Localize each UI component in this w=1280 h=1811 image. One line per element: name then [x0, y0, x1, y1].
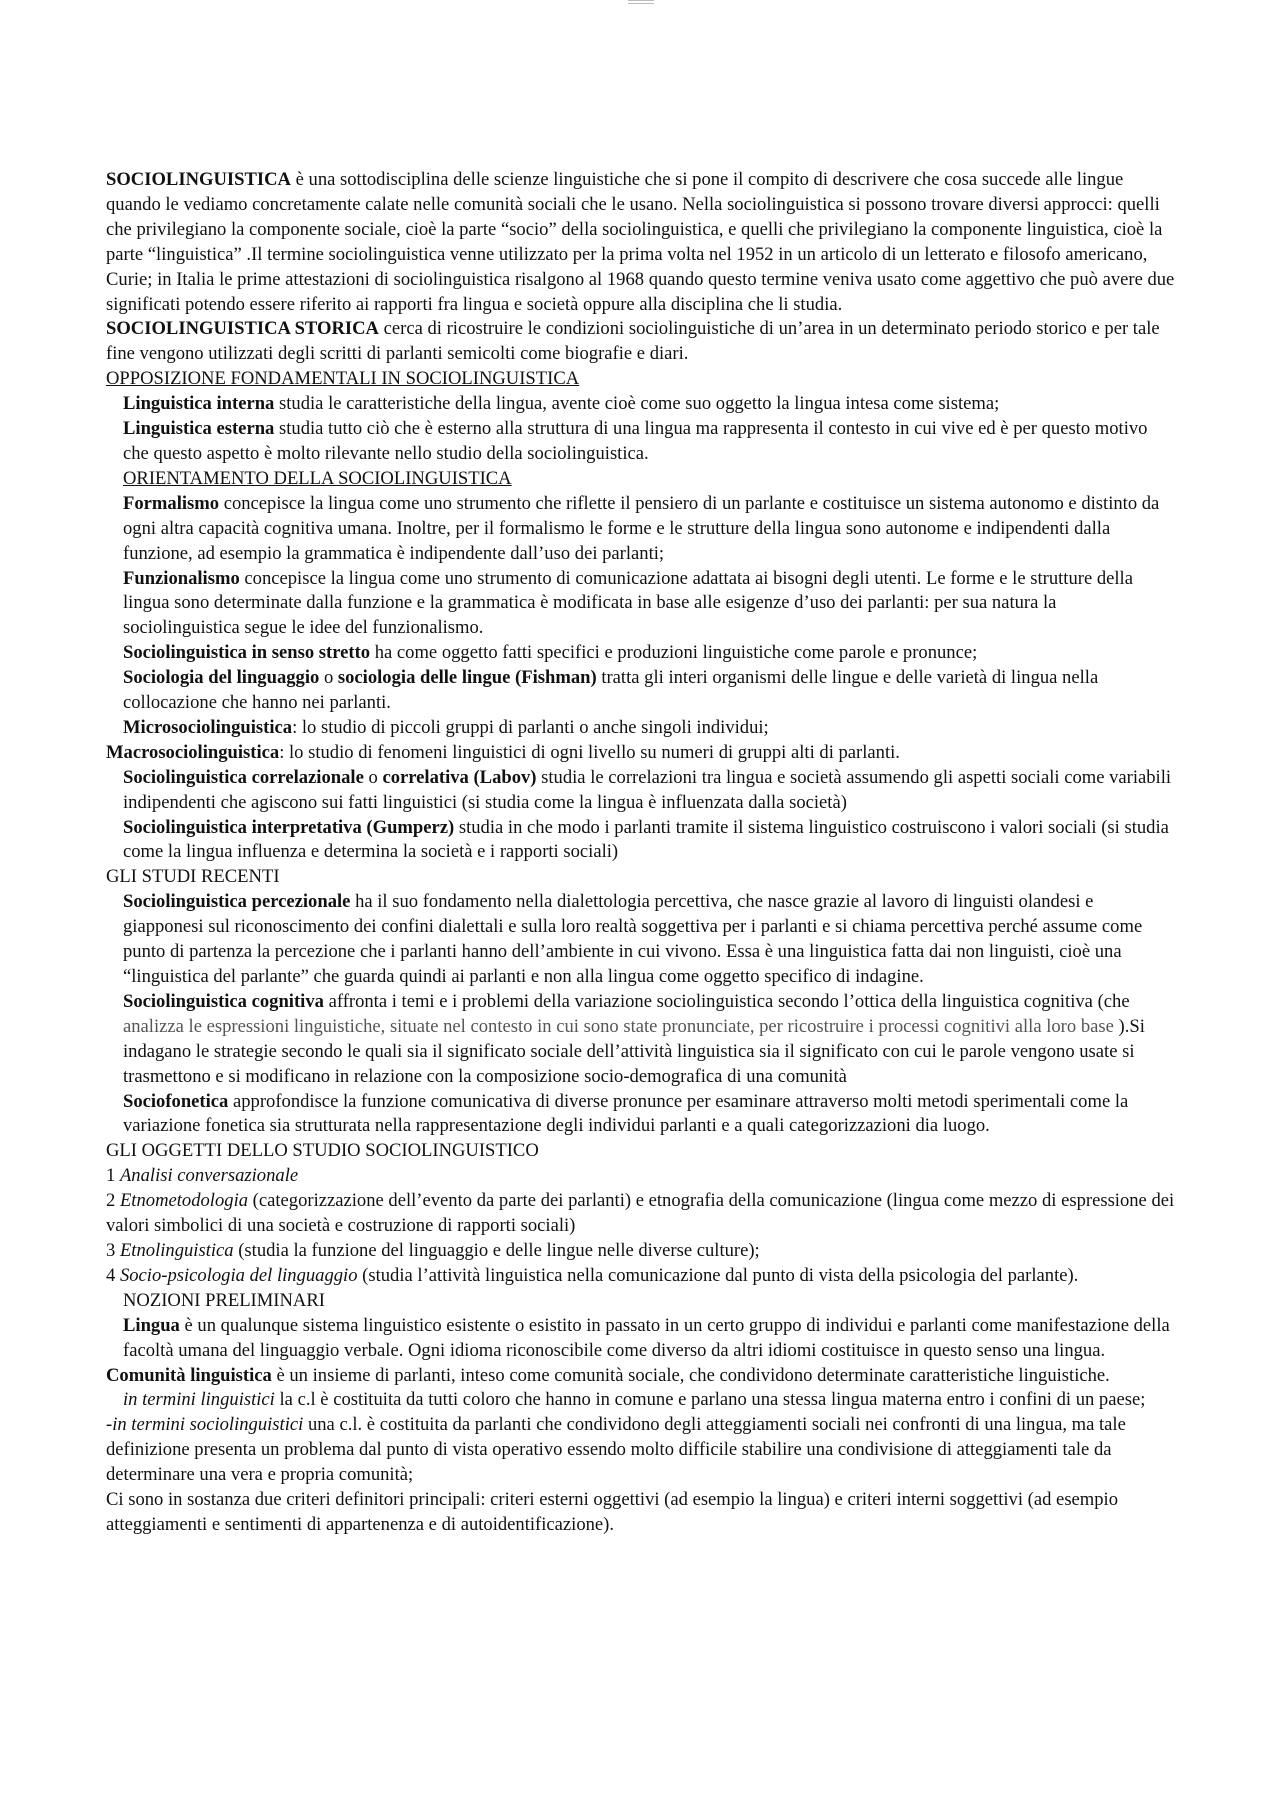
quoted-definition: analizza le espressioni linguistiche, situate nel contesto in cui sono state pronunciate, per ricostruire i processi cognitivi alla loro base [123, 1015, 1114, 1037]
paragraph-linguistica-esterna: Linguistica esterna studia tutto ciò che è esterno alla struttura di una lingua ma rappresenta il contesto in cui vive ed è per questo motivo che questo aspetto è molto rilevante nello studio della sociolinguistica. [123, 418, 1148, 464]
paragraph-sociologia-linguaggio: Sociologia del linguaggio o sociologia delle lingue (Fishman) tratta gli interi organismi delle lingue e delle varietà di lingua nella collocazione che hanno nei parlanti. [123, 667, 1099, 714]
term: Linguistica interna [123, 393, 275, 415]
term: Comunità linguistica [106, 1364, 272, 1386]
paragraph-criteri: Ci sono in sostanza due criteri definitori principali: criteri esterni oggettivi (ad esempio la lingua) e criteri interni soggettivi (ad esempio atteggiamenti e sentimenti di appartenenza e di autoidentificazione). [106, 1489, 1119, 1535]
term: SOCIOLINGUISTICA STORICA [106, 318, 379, 340]
paragraph-funzionalismo: Funzionalismo concepisce la lingua come uno strumento di comunicazione adattata ai bisogni degli utenti. Le forme e le strutture della lingua sono determinate dalla funzione e la grammatica è modificata in base alle esigenze d’uso dei parlanti: per sua natura la sociolinguistica segue le idee del funzionalismo. [123, 567, 1133, 639]
paragraph-lingua: Lingua è un qualunque sistema linguistico esistente o esistito in passato in un certo gruppo di individui e parlanti come manifestazione della facoltà umana del linguaggio verbale. Ogni idioma riconoscibile come diverso da altri idiomi costituisce in questo senso una lingua. [123, 1314, 1170, 1361]
paragraph-termini-sociolinguistici: -in termini sociolinguistici una c.l. è costituita da parlanti che condividono degli atteggiamenti sociali nei confronti di una lingua, ma tale definizione presenta un problema dal punto di vista operativo essendo molto difficile stabilire una condivisione di atteggiamenti tale da determinare una vera e propria comunità; [106, 1414, 1126, 1486]
section-heading-nozioni: NOZIONI PRELIMINARI [123, 1289, 325, 1311]
list-item-etnometodologia: 2 Etnometodologia (categorizzazione dell’evento da parte dei parlanti) e etnografia della comunicazione (lingua come mezzo di espressione dei valori simbolici di una società e costruzione di rapporti sociali) [106, 1190, 1175, 1237]
term: Microsociolinguistica [123, 716, 293, 738]
paragraph-senso-stretto: Sociolinguistica in senso stretto ha come oggetto fatti specifici e produzioni linguistiche come parole e pronunce; [123, 642, 978, 664]
term: sociologia delle lingue (Fishman) [337, 667, 597, 689]
list-item-socio-psicologia: 4 Socio-psicologia del linguaggio (studia l’attività linguistica nella comunicazione dal punto di vista della psicologia del parlante). [106, 1264, 1079, 1286]
term: Sociologia del linguaggio [123, 667, 320, 689]
term: Lingua [123, 1314, 180, 1336]
term: SOCIOLINGUISTICA [106, 169, 291, 190]
term: Sociolinguistica percezionale [123, 891, 351, 913]
paragraph-correlazionale: Sociolinguistica correlazionale o correlativa (Labov) studia le correlazioni tra lingua e società assumendo gli aspetti sociali come variabili indipendenti che agiscono sui fatti linguistici (si studia come la lingua è influenzata dalla società) [123, 766, 1172, 813]
paragraph-sociofonetica: Sociofonetica approfondisce la funzione comunicativa di diverse pronunce per esaminare attraverso molti metodi sperimentali come la variazione fonetica sia strutturata nella rappresentazione degli individui parlanti e a quali categorizzazioni dia luogo. [123, 1090, 1129, 1137]
term: Macrosociolinguistica [106, 741, 280, 763]
paragraph-cognitiva: Sociolinguistica cognitiva affronta i temi e i problemi della variazione sociolinguistica secondo l’ottica della linguistica cognitiva (che analizza le espressioni linguistiche, situate nel contesto in cui sono state pronunciate, per ricostruire i processi cognitivi alla loro base ).Si indagano le strategie secondo le quali sia il significato sociale dell’attività linguistica sia il significato con cui le parole vengono usate si trasmettono e si modificano in relazione con la composizione socio-demografica di una comunità [123, 990, 1145, 1087]
section-heading-opposizione: OPPOSIZIONE FONDAMENTALI IN SOCIOLINGUISTICA [106, 368, 580, 390]
section-heading-oggetti: GLI OGGETTI DELLO STUDIO SOCIOLINGUISTICO [106, 1140, 539, 1162]
term: Sociolinguistica cognitiva [123, 990, 324, 1012]
paragraph-formalismo: Formalismo concepisce la lingua come uno strumento che riflette il pensiero di un parlante e costituisce un sistema autonomo e distinto da ogni altra capacità cognitiva umana. Inoltre, per il formalismo le forme e le strutture della lingua sono autonome e indipendenti dalla funzione, ad esempio la grammatica è indipendente dall’uso dei parlanti; [123, 492, 1160, 564]
paragraph-percezionale: Sociolinguistica percezionale ha il suo fondamento nella dialettologia percettiva, che nasce grazie al lavoro di linguisti olandesi e giapponesi sul riconoscimento dei confini dialettali e sulla loro realtà soggettiva per i parlanti e si chiama percettiva perché assume come punto di partenza la percezione che i parlanti hanno dell’ambiente in cui vivono. Essa è una linguistica fatta dai non linguisti, cioè una “linguistica del parlante” che guarda quindi ai parlanti e non alla lingua come oggetto specifico di indagine. [123, 891, 1143, 987]
paragraph-sociolinguistica-storica: SOCIOLINGUISTICA STORICA cerca di ricostruire le condizioni sociolinguistiche di un’area in un determinato periodo storico e per tale fine vengono utilizzati degli scritti di parlanti semicolti come biografie e diari. [106, 318, 1160, 365]
paragraph-macrosociolinguistica: Macrosociolinguistica: lo studio di fenomeni linguistici di ogni livello su numeri di gruppi alti di parlanti. [106, 741, 900, 763]
section-heading-orientamento: ORIENTAMENTO DELLA SOCIOLINGUISTICA [123, 467, 512, 489]
term: Funzionalismo [123, 567, 240, 589]
paragraph-sociolinguistica: SOCIOLINGUISTICA è una sottodisciplina delle scienze linguistiche che si pone il compito di descrivere che cosa succede alle lingue quando le vediamo concretamente calate nelle comunità sociali che le usano. Nella sociolinguistica si possono trovare diversi approcci: quelli che privilegiano la componente sociale, cioè la parte “socio” della sociolinguistica, e quelli che privilegiano la componente linguistica, cioè la parte “linguistica” .Il termine sociolinguistica venne utilizzato per la prima volta nel 1952 in un articolo di un letterato e filosofo americano, Curie; in Italia le prime attestazioni di sociolinguistica risalgono al 1968 quando questo termine veniva usato come aggettivo che può avere due significati potendo essere riferito ai rapporti fra lingua e società oppure alla disciplina che li studia. [106, 169, 1175, 315]
page-header-mark [628, 0, 654, 4]
term: Sociolinguistica in senso stretto [123, 642, 371, 664]
term: Sociofonetica [123, 1090, 229, 1112]
term: Sociolinguistica correlazionale [123, 766, 364, 788]
document-page [106, 168, 1176, 1538]
term: Sociolinguistica interpretativa (Gumperz) [123, 816, 455, 838]
list-item-etnolinguistica: 3 Etnolinguistica (studia la funzione del linguaggio e delle lingue nelle diverse culture); [106, 1239, 760, 1261]
term: correlativa (Labov) [382, 766, 537, 788]
paragraph-microsociolinguistica: Microsociolinguistica: lo studio di piccoli gruppi di parlanti o anche singoli individui; [123, 716, 769, 738]
paragraph-termini-linguistici: in termini linguistici la c.l è costituita da tutti coloro che hanno in comune e parlano una stessa lingua materna entro i confini di un paese; [123, 1389, 1146, 1411]
paragraph-comunita-linguistica: Comunità linguistica è un insieme di parlanti, inteso come comunità sociale, che condividono determinate caratteristiche linguistiche. [106, 1364, 1110, 1386]
paragraph-linguistica-interna: Linguistica interna studia le caratteristiche della lingua, avente cioè come suo oggetto la lingua intesa come sistema; [123, 393, 1000, 415]
paragraph-interpretativa: Sociolinguistica interpretativa (Gumperz) studia in che modo i parlanti tramite il sistema linguistico costruiscono i valori sociali (si studia come la lingua influenza e determina la società e i rapporti sociali) [123, 816, 1169, 863]
section-heading-studi-recenti: GLI STUDI RECENTI [106, 866, 280, 888]
list-item-analisi: 1 Analisi conversazionale [106, 1165, 299, 1187]
term: Formalismo [123, 492, 220, 514]
term: Linguistica esterna [123, 418, 275, 440]
